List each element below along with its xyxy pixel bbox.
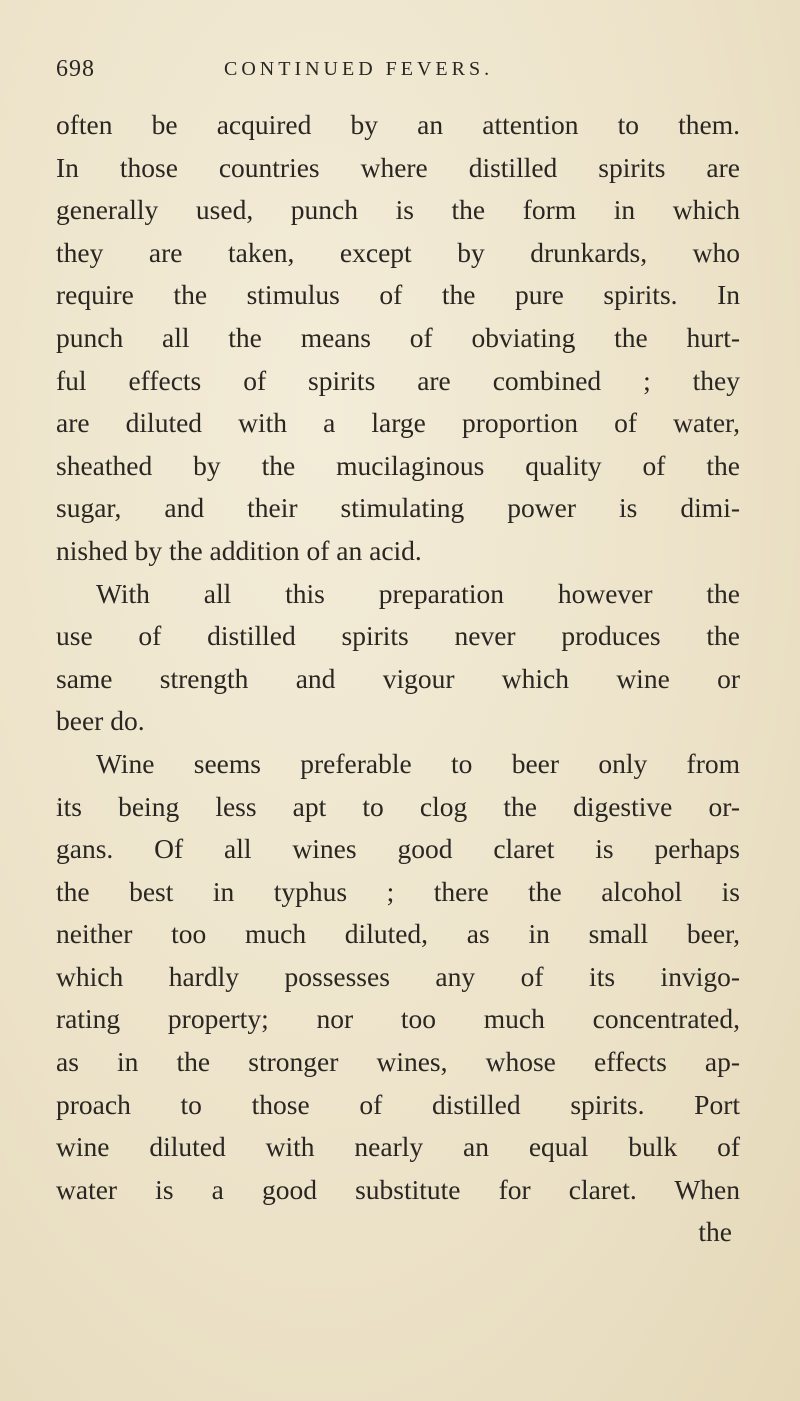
text-line: use of distilled spirits never produces the: [56, 620, 740, 652]
text-line: neither too much diluted, as in small beer,: [56, 918, 740, 950]
text-line: gans. Of all wines good claret is perhaps: [56, 833, 740, 865]
page-number: 698: [56, 56, 95, 82]
text-line: the best in typhus ; there the alcohol is: [56, 875, 740, 907]
text-line: its being less apt to clog the digestive or-: [56, 790, 740, 822]
text-line: are diluted with a large proportion of water,: [56, 407, 740, 439]
running-head: CONTINUED FEVERS.: [224, 58, 494, 80]
text-line: water is a good substitute for claret. When: [56, 1173, 740, 1205]
paragraph-start-line: With all this preparation however the: [96, 577, 740, 609]
text-line: beer do.: [56, 705, 145, 737]
text-line: sheathed by the mucilaginous quality of the: [56, 449, 740, 481]
text-line: nished by the addition of an acid.: [56, 534, 422, 566]
text-line: as in the stronger wines, whose effects ap-: [56, 1046, 740, 1078]
text-line: same strength and vigour which wine or: [56, 662, 740, 694]
text-line: proach to those of distilled spirits. Port: [56, 1088, 740, 1120]
text-line: require the stimulus of the pure spirits. In: [56, 279, 740, 311]
catchword: the: [698, 1216, 732, 1248]
text-line: In those countries where distilled spirits are: [56, 151, 740, 183]
text-line: punch all the means of obviating the hurt-: [56, 321, 740, 353]
text-line: rating property; nor too much concentrated,: [56, 1003, 740, 1035]
page-header: [56, 56, 756, 88]
text-line: generally used, punch is the form in which: [56, 194, 740, 226]
paragraph-start-line: Wine seems preferable to beer only from: [96, 747, 740, 779]
text-line: often be acquired by an attention to them.: [56, 109, 740, 140]
text-line: wine diluted with nearly an equal bulk of: [56, 1131, 740, 1163]
text-line: which hardly possesses any of its invigo-: [56, 960, 740, 992]
text-line: they are taken, except by drunkards, who: [56, 236, 740, 268]
body-text: [56, 104, 740, 1254]
text-line: ful effects of spirits are combined ; they: [56, 364, 740, 396]
text-line: sugar, and their stimulating power is dimi-: [56, 492, 740, 524]
